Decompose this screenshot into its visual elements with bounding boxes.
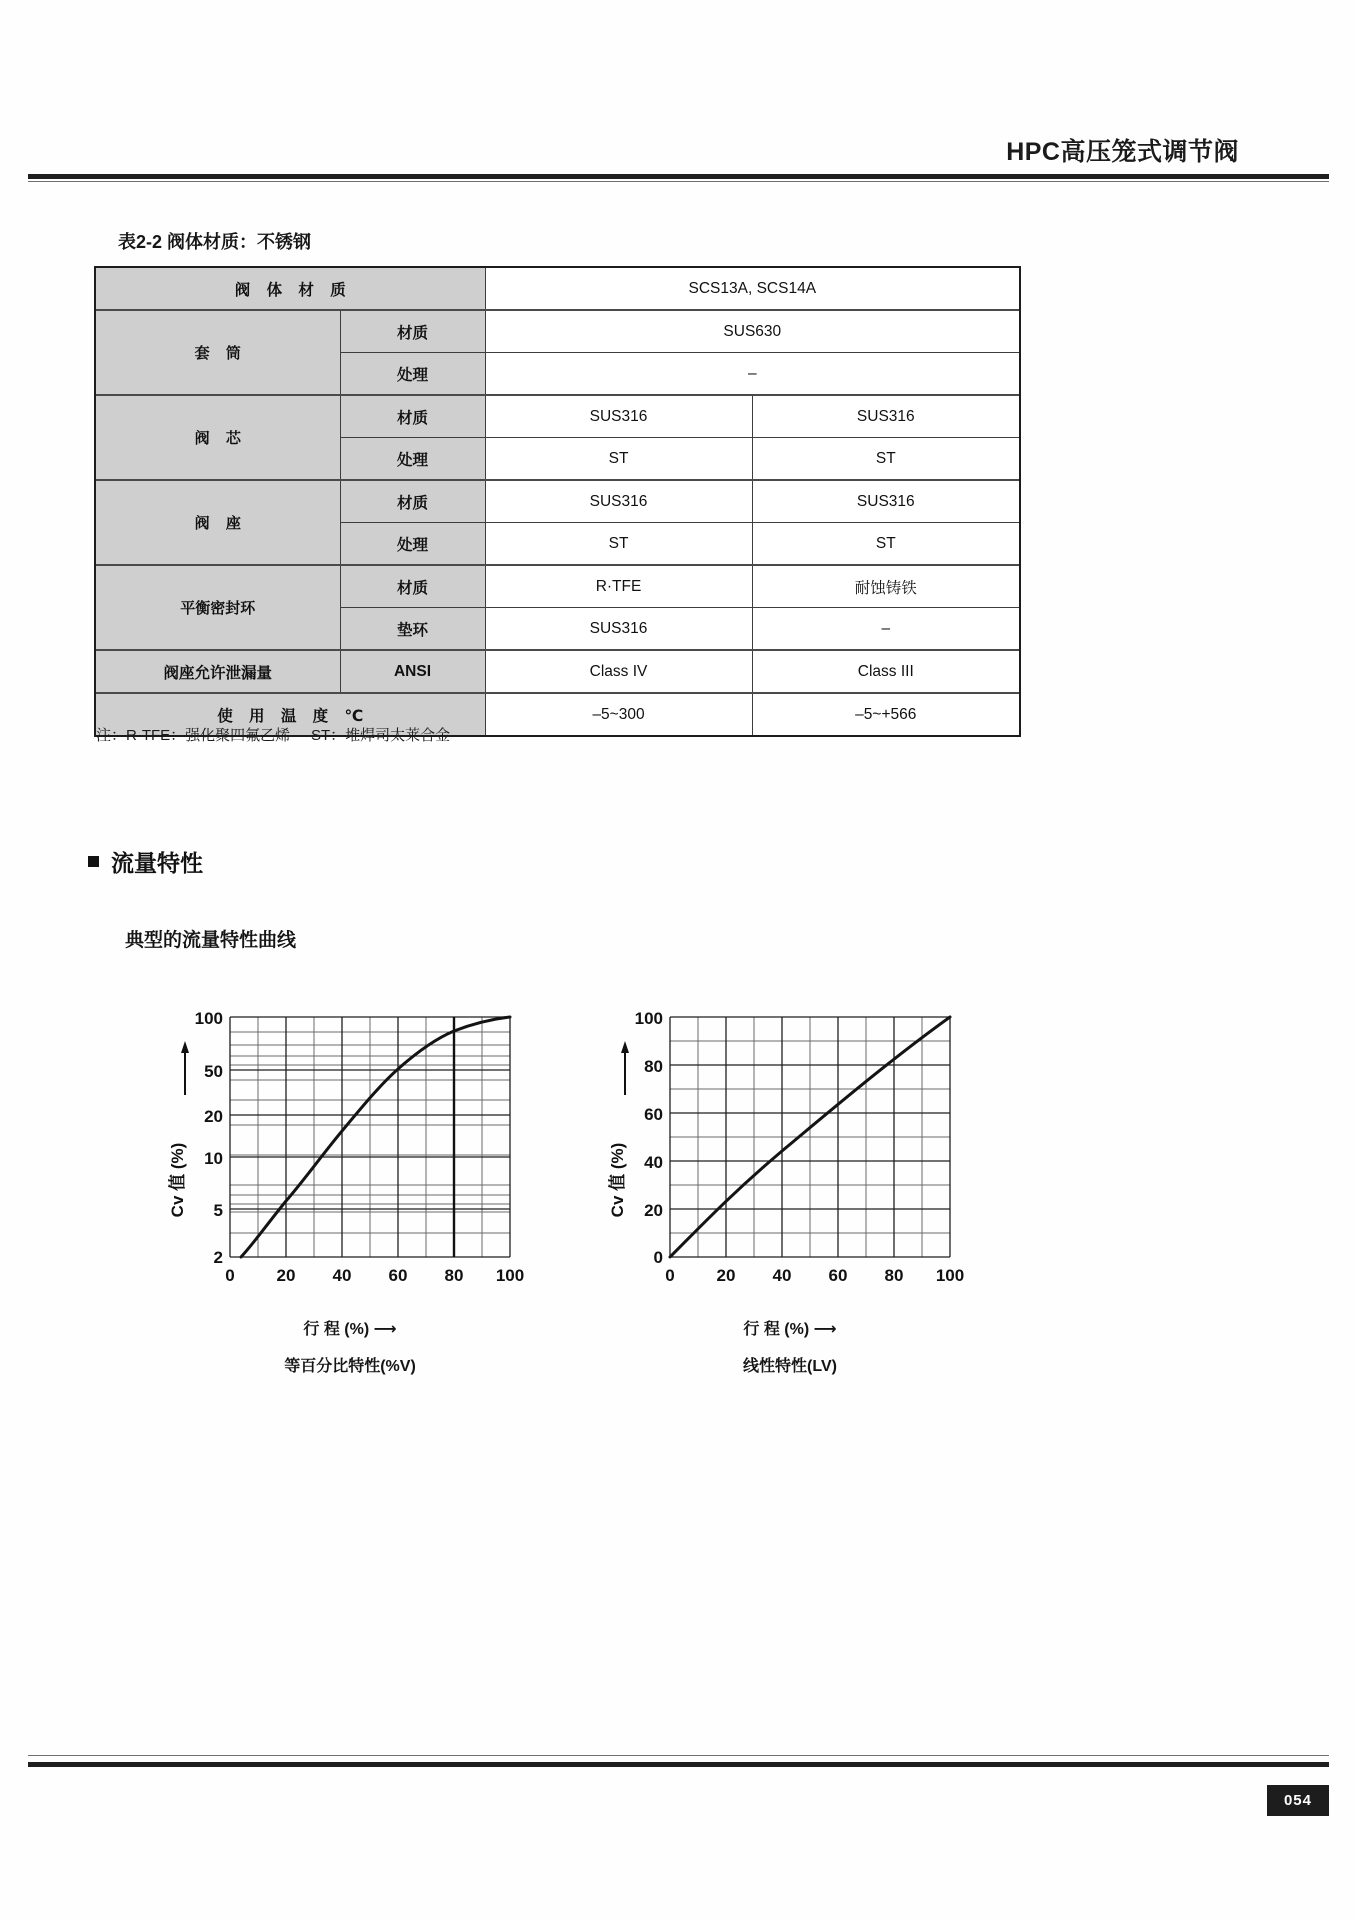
x-axis-label-left: 行 程 (%) ⟶ bbox=[303, 1321, 397, 1338]
table-row bbox=[95, 480, 1020, 523]
minor-gridlines bbox=[670, 1017, 950, 1257]
svg-text:80: 80 bbox=[644, 1057, 663, 1076]
svg-text:50: 50 bbox=[204, 1062, 223, 1081]
cell-seat-material-label: 材质 bbox=[340, 480, 485, 523]
svg-text:40: 40 bbox=[644, 1153, 663, 1172]
cell-plug-label: 阀 芯 bbox=[95, 395, 340, 480]
svg-text:100: 100 bbox=[634, 1009, 663, 1028]
svg-text:20: 20 bbox=[644, 1201, 663, 1220]
cell-bsr-material-label: 材质 bbox=[340, 565, 485, 608]
equal-percentage-curve bbox=[241, 1017, 510, 1257]
cell-plug-treatment-value-1: ST bbox=[485, 438, 752, 481]
y-axis-label-group bbox=[167, 1041, 189, 1217]
table-caption: 表2-2 阀体材质：不锈钢 bbox=[118, 232, 312, 252]
y-axis-ticks bbox=[635, 1009, 663, 1267]
cell-seat-material-value-2: SUS316 bbox=[752, 480, 1020, 523]
svg-text:5: 5 bbox=[213, 1201, 223, 1220]
arrow-right-icon: ⟶ bbox=[373, 1321, 397, 1338]
svg-text:0: 0 bbox=[653, 1248, 663, 1267]
svg-text:80: 80 bbox=[884, 1266, 904, 1285]
cell-sleeve-label: 套 筒 bbox=[95, 310, 340, 395]
svg-text:100: 100 bbox=[935, 1266, 965, 1285]
cell-bsr-gasket-label: 垫环 bbox=[340, 608, 485, 651]
page-number-badge: 054 bbox=[1267, 1785, 1329, 1816]
cell-leakage-value-1: Class IV bbox=[485, 650, 752, 693]
cell-seat-treatment-label: 处理 bbox=[340, 523, 485, 566]
svg-text:2: 2 bbox=[213, 1248, 223, 1267]
cell-bsr-material-value-2: 耐蚀铸铁 bbox=[752, 565, 1020, 608]
cell-body-material-value: SCS13A, SCS14A bbox=[485, 267, 1020, 310]
page-header-title: HPC高压笼式调节阀 bbox=[1006, 138, 1239, 166]
table-row bbox=[95, 650, 1020, 693]
cell-temperature-value-2: –5~+566 bbox=[752, 693, 1020, 736]
svg-text:10: 10 bbox=[204, 1149, 223, 1168]
cell-plug-material-value-1: SUS316 bbox=[485, 395, 752, 438]
footer-rule-thick bbox=[28, 1762, 1329, 1767]
cell-sleeve-treatment-value: – bbox=[485, 353, 1020, 396]
x-axis-ticks bbox=[225, 1266, 524, 1285]
cell-seat-treatment-value-1: ST bbox=[485, 523, 752, 566]
cell-sleeve-material-label: 材质 bbox=[340, 310, 485, 353]
cell-bsr-gasket-value-2: – bbox=[752, 608, 1020, 651]
x-axis-label-right: 行 程 (%) ⟶ bbox=[743, 1321, 837, 1338]
svg-text:60: 60 bbox=[644, 1105, 663, 1124]
svg-text:80: 80 bbox=[444, 1266, 464, 1285]
cell-seat-label: 阀 座 bbox=[95, 480, 340, 565]
cell-plug-treatment-label: 处理 bbox=[340, 438, 485, 481]
header-rule-thick bbox=[28, 174, 1329, 179]
chart-title-left: 等百分比特性(%V) bbox=[284, 1358, 416, 1375]
cell-leakage-standard-label: ANSI bbox=[340, 650, 485, 693]
header-rule-thin bbox=[28, 181, 1329, 182]
square-bullet-icon bbox=[88, 856, 99, 867]
cell-sleeve-treatment-label: 处理 bbox=[340, 353, 485, 396]
cell-seat-material-value-1: SUS316 bbox=[485, 480, 752, 523]
table-footnote: 注：R·TFE：强化聚四氟乙烯 ST：堆焊司太莱合金 bbox=[96, 727, 451, 744]
chart-linear bbox=[590, 1005, 990, 1376]
table-row bbox=[95, 395, 1020, 438]
table-row bbox=[95, 565, 1020, 608]
svg-text:60: 60 bbox=[828, 1266, 848, 1285]
chart-equal-percentage bbox=[150, 1005, 550, 1376]
cell-seat-treatment-value-2: ST bbox=[752, 523, 1020, 566]
svg-text:100: 100 bbox=[194, 1009, 223, 1028]
cell-leakage-value-2: Class III bbox=[752, 650, 1020, 693]
svg-text:40: 40 bbox=[772, 1266, 792, 1285]
svg-text:20: 20 bbox=[276, 1266, 296, 1285]
cell-bsr-material-value-1: R·TFE bbox=[485, 565, 752, 608]
valve-material-table bbox=[94, 266, 1021, 737]
subsection-heading-typical-curves: 典型的流量特性曲线 bbox=[125, 930, 297, 951]
cell-temperature-value-1: –5~300 bbox=[485, 693, 752, 736]
chart-linear-svg bbox=[590, 1005, 990, 1305]
cell-temperature-label: 使 用 温 度 ℃ bbox=[95, 693, 485, 736]
svg-text:0: 0 bbox=[225, 1266, 235, 1285]
x-axis-ticks bbox=[665, 1266, 964, 1285]
cell-plug-material-value-2: SUS316 bbox=[752, 395, 1020, 438]
cell-sleeve-material-value: SUS630 bbox=[485, 310, 1020, 353]
table-row bbox=[95, 267, 1020, 310]
cell-balance-seal-ring-label: 平衡密封环 bbox=[95, 565, 340, 650]
arrow-right-icon: ⟶ bbox=[813, 1321, 837, 1338]
cell-bsr-gasket-value-1: SUS316 bbox=[485, 608, 752, 651]
section-heading-label: 流量特性 bbox=[111, 850, 203, 876]
cell-plug-material-label: 材质 bbox=[340, 395, 485, 438]
chart-title-right: 线性特性(LV) bbox=[743, 1358, 837, 1375]
svg-text:20: 20 bbox=[716, 1266, 736, 1285]
svg-text:20: 20 bbox=[204, 1107, 223, 1126]
svg-text:40: 40 bbox=[332, 1266, 352, 1285]
chart-equal-percentage-svg bbox=[150, 1005, 550, 1305]
cell-leakage-label: 阀座允许泄漏量 bbox=[95, 650, 340, 693]
svg-text:100: 100 bbox=[495, 1266, 525, 1285]
cell-body-material-label: 阀 体 材 质 bbox=[95, 267, 485, 310]
y-axis-label: Cv 值 (%) bbox=[168, 1142, 187, 1218]
y-axis-label: Cv 值 (%) bbox=[608, 1142, 627, 1218]
svg-text:60: 60 bbox=[388, 1266, 408, 1285]
svg-text:0: 0 bbox=[665, 1266, 675, 1285]
section-heading-flow-characteristics bbox=[88, 845, 203, 878]
table-row bbox=[95, 310, 1020, 353]
footer-rule-thin bbox=[28, 1755, 1329, 1756]
y-axis-label-group bbox=[607, 1041, 629, 1217]
cell-plug-treatment-value-2: ST bbox=[752, 438, 1020, 481]
y-axis-ticks bbox=[195, 1009, 223, 1267]
